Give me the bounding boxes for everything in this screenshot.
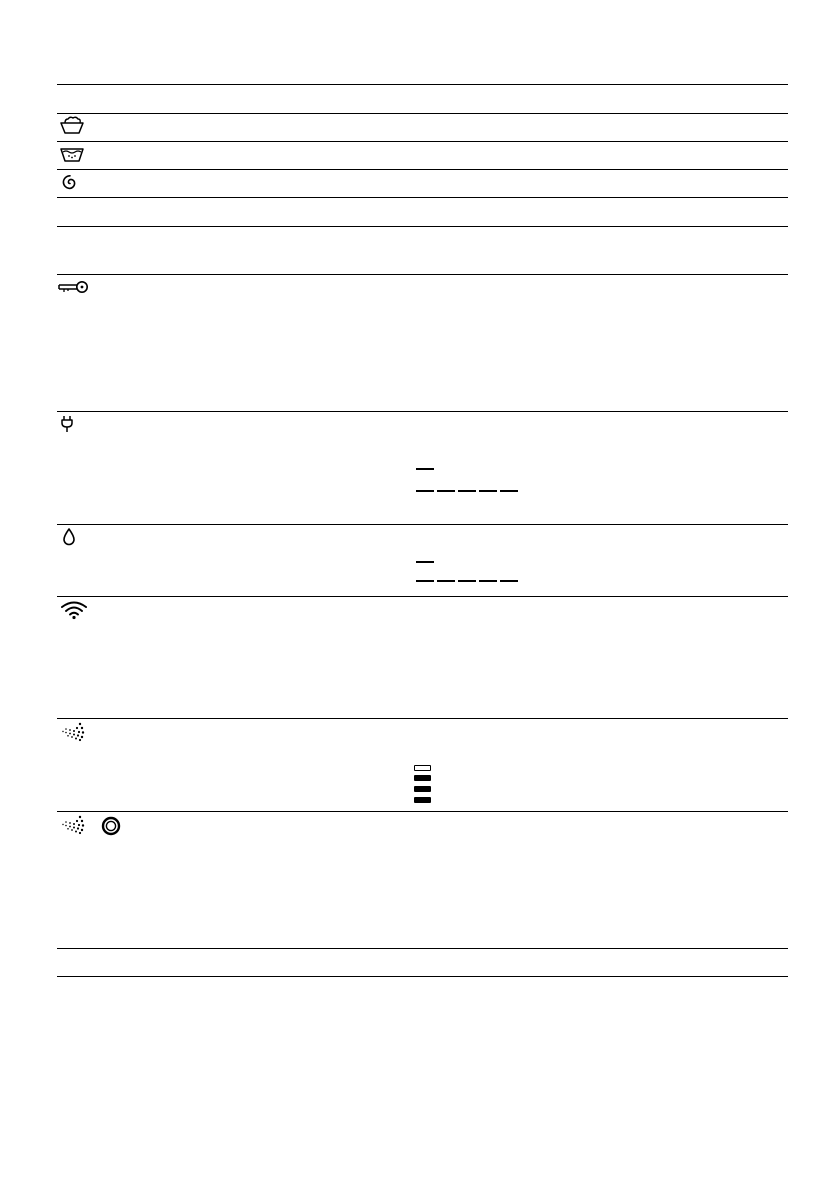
row-divider — [57, 169, 788, 170]
water-max-segment — [500, 580, 518, 582]
energy-max-segment — [437, 490, 455, 492]
table-top-rule — [57, 84, 788, 85]
level-bar-filled — [414, 775, 431, 781]
row-divider — [57, 113, 788, 114]
wifi-icon — [60, 600, 88, 620]
detergent-dots-icon — [60, 815, 86, 835]
tub-wash-icon — [58, 115, 86, 137]
row-divider — [57, 274, 788, 275]
row-divider — [57, 226, 788, 227]
energy-max-segment — [479, 490, 497, 492]
row-divider — [57, 718, 788, 719]
detergent-dots-icon — [60, 722, 86, 742]
row-divider — [57, 141, 788, 142]
tub-rinse-icon — [58, 145, 86, 165]
level-bar-filled — [414, 786, 431, 792]
plug-energy-icon — [60, 414, 76, 434]
energy-max-segment — [500, 490, 518, 492]
level-bar-filled — [414, 797, 431, 803]
row-divider — [57, 411, 788, 412]
ring-icon — [100, 815, 122, 837]
spin-spiral-icon — [60, 173, 80, 193]
water-max-segment — [416, 580, 434, 582]
water-max-segment — [458, 580, 476, 582]
water-drop-icon — [61, 527, 77, 547]
energy-max-segment — [458, 490, 476, 492]
table-bottom-rule — [57, 976, 788, 977]
row-divider — [57, 524, 788, 525]
level-bar-empty — [414, 765, 431, 771]
water-max-segment — [479, 580, 497, 582]
energy-min-indicator — [416, 468, 434, 470]
water-min-indicator — [416, 561, 434, 563]
row-divider — [57, 948, 788, 949]
row-divider — [57, 811, 788, 812]
energy-max-segment — [416, 490, 434, 492]
row-divider — [57, 596, 788, 597]
key-lock-icon — [56, 279, 90, 297]
row-divider — [57, 197, 788, 198]
water-max-segment — [437, 580, 455, 582]
